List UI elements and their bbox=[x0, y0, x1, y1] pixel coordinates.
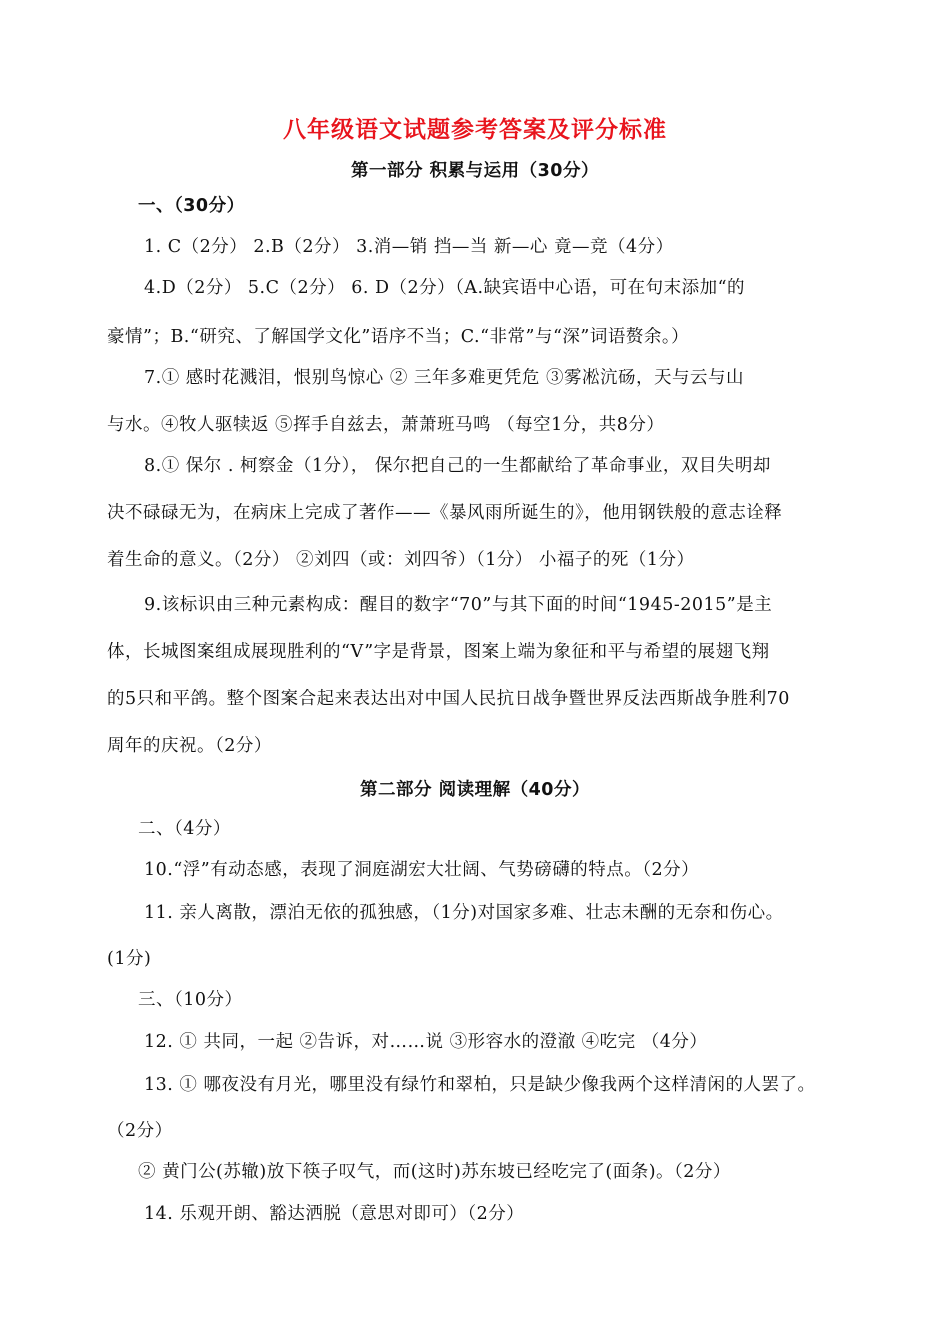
answer-line: 1. C（2分） 2.B（2分） 3.消—销 挡—当 新—心 竟—竞（4分） bbox=[144, 237, 674, 257]
document-title: 八年级语文试题参考答案及评分标准 bbox=[283, 117, 667, 143]
answer-line: 12. ① 共同，一起 ②告诉，对……说 ③形容水的澄澈 ④吃完 （4分） bbox=[144, 1032, 708, 1052]
answer-line: 7.① 感时花溅泪，恨别鸟惊心 ② 三年多难更凭危 ③雾凇沆砀，天与云与山 bbox=[144, 368, 744, 388]
part1-heading: 第一部分 积累与运用（30分） bbox=[351, 161, 599, 181]
answer-line: 13. ① 哪夜没有月光，哪里没有绿竹和翠柏，只是缺少像我两个这样清闲的人罢了。 bbox=[144, 1075, 816, 1095]
answer-line: 着生命的意义。（2分） ②刘四（或：刘四爷）（1分） 小福子的死（1分） bbox=[107, 550, 695, 570]
part2-heading: 第二部分 阅读理解（40分） bbox=[360, 780, 590, 800]
answer-line: （2分） bbox=[107, 1121, 173, 1141]
answer-line: 8.① 保尔 . 柯察金（1分）， 保尔把自己的一生都献给了革命事业，双目失明却 bbox=[144, 456, 771, 476]
answer-line: 11. 亲人离散，漂泊无依的孤独感，（1分)对国家多难、壮志未酬的无奈和伤心。 bbox=[144, 903, 784, 923]
answer-line: 9.该标识由三种元素构成：醒目的数字“70”与其下面的时间“1945-2015”是主 bbox=[144, 595, 773, 615]
section3-heading: 三、（10分） bbox=[138, 990, 243, 1010]
answer-line: 豪情”；B.“研究、了解国学文化”语序不当；C.“非常”与“深”词语赘余。） bbox=[107, 327, 690, 347]
answer-line: 体，长城图案组成展现胜利的“V”字是背景，图案上端为象征和平与希望的展翅飞翔 bbox=[107, 642, 770, 662]
answer-line: 与水。④牧人驱犊返 ⑤挥手自兹去，萧萧班马鸣 （每空1分，共8分） bbox=[107, 415, 665, 435]
answer-line: 10.“浮”有动态感，表现了洞庭湖宏大壮阔、气势磅礴的特点。（2分） bbox=[144, 860, 700, 880]
answer-line: 14. 乐观开朗、豁达洒脱（意思对即可）（2分） bbox=[144, 1204, 525, 1224]
answer-line: ② 黄门公(苏辙)放下筷子叹气，而(这时)苏东坡已经吃完了(面条)。（2分） bbox=[138, 1162, 731, 1182]
answer-line: 4.D（2分） 5.C（2分） 6. D（2分）（A.缺宾语中心语，可在句末添加“的 bbox=[144, 278, 746, 298]
answer-line: 周年的庆祝。（2分） bbox=[107, 736, 272, 756]
answer-line: (1分) bbox=[107, 949, 152, 969]
answer-line: 决不碌碌无为，在病床上完成了著作——《暴风雨所诞生的》，他用钢铁般的意志诠释 bbox=[107, 503, 783, 523]
answer-line: 的5只和平鸽。整个图案合起来表达出对中国人民抗日战争暨世界反法西斯战争胜利70 bbox=[107, 689, 790, 709]
section1-heading: 一、（30分） bbox=[138, 196, 245, 216]
section2-heading: 二、（4分） bbox=[138, 819, 231, 839]
